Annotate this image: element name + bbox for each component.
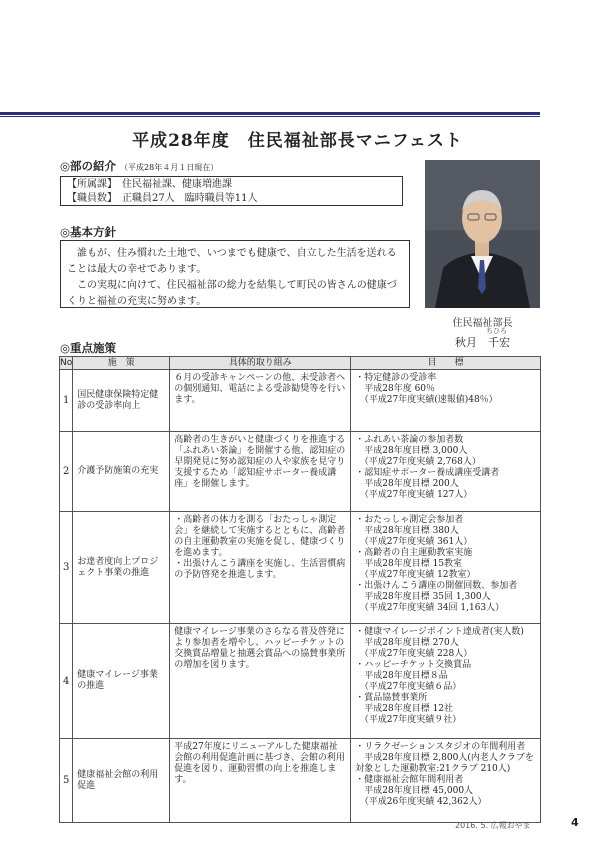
table-row [60,370,541,432]
row-policy: 健康福祉会館の利用促進 [73,739,170,823]
row-goals: ・リラクゼーションスタジオの年間利用者 平成28年度目標 2,800人(内老人クラブを対象とした運動教室:21クラブ 210人) ・健康福祉会館年間利用者 平成28年度目標 45,000人 （平成26年度実績 42,362人） [351,739,541,823]
row-number: 5 [60,739,73,823]
table-row [60,432,541,512]
row-actions: ・高齢者の体力を測る「おたっしゃ測定会」を継続して実施するとともに、高齢者の自主運動教室の実施を促し、健康づくりを進めます。 ・出張けんこう講座を実施し、生活習慣病の予防啓発を推進します。 [170,512,351,624]
dept-line-division: 【所属課】 住民福祉課、健康増進課 [67,179,232,190]
row-policy: 健康マイレージ事業の推進 [73,624,170,739]
row-actions: 平成27年度にリニューアルした健康福祉会館の利用促進計画に基づき、会館の利用促進を図り、運動習慣の向上を推進します。 [170,739,351,823]
director-name-ruby: ちひろ [486,327,507,335]
row-goals: ・ふれあい茶論の参加者数 平成28年度目標 3,000人 （平成27年度実績 2,768人） ・認知症サポーター養成講座受講者 平成28年度目標 200人 （平成27年度実績 127人） [351,432,541,512]
dept-info-box [60,176,403,206]
dept-heading-text: ◎部の紹介 [60,159,117,173]
header-rule-thin [0,116,540,117]
row-goals: ・健康マイレージポイント達成者(実人数) 平成28年度目標 270人 （平成27年度実績 228人） ・ハッピーチケット交換賞品 平成28年度目標８品 （平成27年度実績６品） ・賞品協賛事業所 平成28年度目標 12社 （平成27年度実績９社） [351,624,541,739]
focus-heading: ◎重点施策 [60,341,117,355]
basic-policy-heading: ◎基本方針 [60,225,117,239]
director-photo [425,160,540,308]
row-actions: ６月の受診キャンペーンの他、未受診者への個別通知、電話による受診勧奨等を行います。 [170,370,351,432]
page-title: 平成28年度 住民福祉部長マニフェスト [132,131,463,151]
header-actions: 具体的取り組み [170,357,351,370]
row-policy: 国民健康保険特定健診の受診率向上 [73,370,170,432]
dept-date-note: （平成28年４月１日現在） [120,163,219,172]
footer-text: 2016. 5. 広報おやま [455,821,531,830]
row-number: 1 [60,370,73,432]
basic-policy-box [60,240,410,308]
page-number: 4 [571,816,579,829]
table-row [60,624,541,739]
basic-policy-line: この実現に向けて、住民福祉部の総力を結集して町民の皆さんの健康づくりと福祉の充実に努めます。 [67,280,397,307]
row-number: 3 [60,512,73,624]
row-actions: 高齢者の生きがいと健康づくりを推進する「ふれあい茶論」を開催する他、認知症の早期発見に努め認知症の人や家族を見守り支援するため「認知症サポーター養成講座」を開催します。 [170,432,351,512]
table-row [60,739,541,823]
row-goals: ・おたっしゃ測定会参加者 平成28年度目標 380人 （平成27年度実績 361人） ・高齢者の自主運動教室実施 平成28年度目標 15教室 （平成27年度実績 12教室） ・出張けんこう講座の開催回数、参加者 平成28年度目標 35回 1,300人 （平成27年度実績 34回 1,163人） [351,512,541,624]
header-policy: 施 策 [73,357,170,370]
row-number: 2 [60,432,73,512]
portrait-icon [425,160,540,308]
row-policy: お達者度向上プロジェクト事業の推進 [73,512,170,624]
director-role: 住民福祉部長 [452,318,513,329]
row-number: 4 [60,624,73,739]
dept-heading [60,158,218,174]
table-row [60,512,541,624]
header-no: No [60,357,73,368]
row-goals: ・特定健診の受診率 平成28年度 60％ （平成27年度実績(速報値)48％） [351,370,541,432]
header-rule [0,112,540,115]
focus-table [59,356,541,823]
basic-policy-line: 誰もが、住み慣れた土地で、いつまでも健康で、自立した生活を送れることは最大の幸せであります。 [67,248,397,275]
director-name: 秋月 千宏 [455,336,510,349]
header-goals: 目 標 [351,357,541,370]
row-actions: 健康マイレージ事業のさらなる普及啓発により参加者を増やし、ハッピーチケットの交換賞品増量と抽選会賞品への協賛事業所の増加を図ります。 [170,624,351,739]
dept-line-staff: 【職員数】 正職員27人 臨時職員等11人 [67,193,258,204]
row-policy: 介護予防施策の充実 [73,432,170,512]
